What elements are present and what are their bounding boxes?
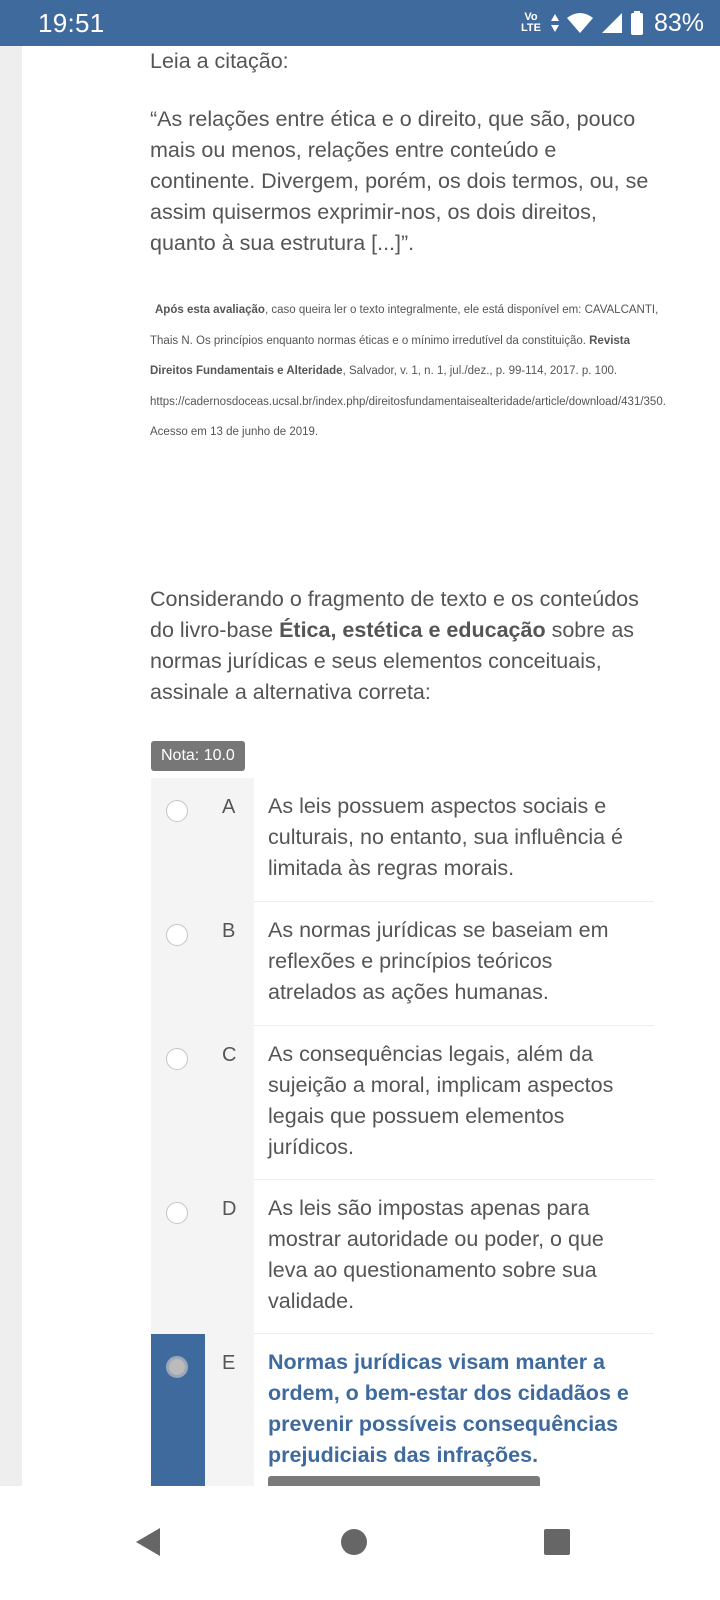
option-a[interactable]: [151, 778, 654, 902]
option-d-radio[interactable]: [166, 1202, 188, 1224]
signal-icon: [600, 11, 624, 35]
battery-percentage: 83%: [653, 8, 704, 37]
home-icon[interactable]: [340, 1526, 368, 1558]
navigation-bar: [0, 1486, 720, 1600]
back-icon[interactable]: [134, 1526, 162, 1558]
reference-bold-prefix: Após esta avaliação: [155, 304, 265, 316]
option-e-radio[interactable]: [166, 1356, 188, 1378]
wifi-icon: [566, 11, 594, 35]
data-arrows-icon: [550, 12, 560, 34]
option-text: As leis são impostas apenas para mostrar autoridade ou poder, o que leva ao questionamento sobre sua validade.: [268, 1196, 604, 1313]
option-letter: E: [222, 1352, 236, 1374]
grade-badge: Nota: 10.0: [151, 741, 245, 771]
option-letter: C: [222, 1044, 237, 1066]
option-letter: D: [222, 1198, 237, 1220]
status-bar: [0, 0, 720, 46]
option-text: As consequências legais, além da sujeição a moral, implicam aspectos legais que possuem elementos jurídicos.: [268, 1042, 614, 1159]
question-text: [150, 584, 660, 708]
option-c-radio[interactable]: [166, 1048, 188, 1070]
volte-icon: Vo LTE: [520, 11, 541, 34]
feedback-bar: [268, 1476, 540, 1486]
option-d[interactable]: [151, 1180, 654, 1334]
reference-text: [150, 295, 666, 448]
option-label-column: [151, 778, 254, 902]
option-label-column: [151, 1026, 254, 1180]
citation-quote: “As relações entre ética e o direito, que são, pouco mais ou menos, relações entre conteúdo e continente. Divergem, porém, os dois termos, ou, se assim quisermos exprimir-nos, os dois direitos, quanto à sua estrutura [...]”.: [150, 107, 649, 255]
reference-text-1: , caso queira ler o texto integralmente, ele está disponível em: CAVALCANTI, Thais N. Os princípios enquanto normas éticas e o mínimo irredutível da constituição.: [150, 304, 659, 347]
option-b-radio[interactable]: [166, 924, 188, 946]
reference-text-2: , Salvador, v. 1, n. 1, jul./dez., p. 99-114, 2017. p. 100. https://cadernosdoceas.ucsal.br/index.php/direitosfundamentaisealteridade/article/download/431/350. Acesso em 13 de junho de 2019.: [150, 365, 666, 439]
question-part-1: Considerando o fragmento de texto e os conteúdos do livro-base: [150, 587, 639, 642]
status-time: 19:51: [38, 8, 105, 38]
option-b[interactable]: [151, 902, 654, 1026]
option-c[interactable]: [151, 1026, 654, 1180]
reference-journal: Revista Direitos Fundamentais e Alteridade: [150, 334, 631, 378]
option-text: As normas jurídicas se baseiam em reflexões e princípios teóricos atrelados as ações humanas.: [268, 918, 609, 1004]
option-a-radio[interactable]: [166, 800, 188, 822]
option-letter: B: [222, 920, 236, 942]
option-label-column: [151, 1180, 254, 1334]
option-label-column: [151, 902, 254, 1026]
option-e[interactable]: [151, 1334, 654, 1486]
citation-intro: Leia a citação:: [150, 49, 289, 73]
option-text: As leis possuem aspectos sociais e culturais, no entanto, sua influência é limitada às regras morais.: [268, 794, 623, 880]
question-content[interactable]: [0, 46, 720, 1486]
option-letter: A: [222, 796, 236, 818]
question-book-title: Ética, estética e educação: [279, 618, 546, 642]
recents-icon[interactable]: [543, 1526, 571, 1558]
battery-icon: [630, 10, 644, 36]
question-part-2: sobre as normas jurídicas e seus elementos conceituais, assinale a alternativa correta:: [150, 618, 635, 704]
status-icons: [518, 6, 704, 40]
option-text: Normas jurídicas visam manter a ordem, o bem-estar dos cidadãos e prevenir possíveis consequências prejudiciais das infrações.: [268, 1350, 629, 1467]
